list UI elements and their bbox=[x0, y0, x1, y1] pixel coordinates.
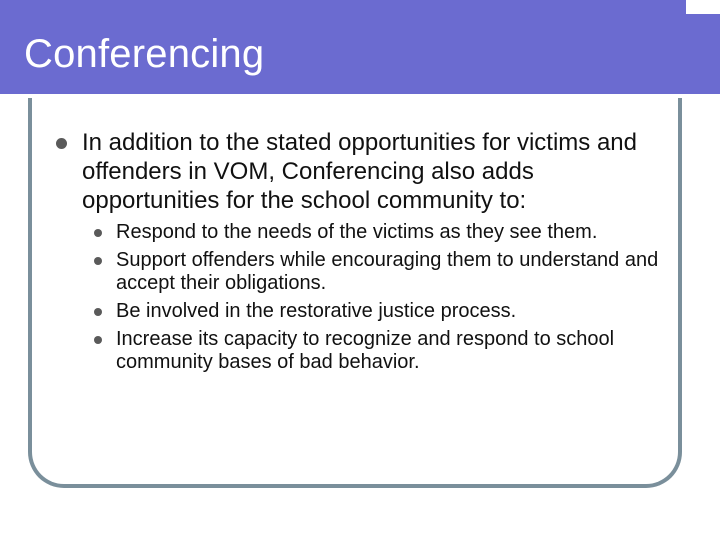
sub-bullet-text: Be involved in the restorative justice process. bbox=[116, 300, 517, 322]
bullet-dot-icon bbox=[94, 308, 102, 316]
sub-bullet-item bbox=[94, 300, 676, 323]
bullet-dot-icon bbox=[56, 138, 67, 149]
title-corner-notch bbox=[686, 0, 720, 14]
sub-bullet-text: Increase its capacity to recognize and respond to school community bases of bad behavior. bbox=[116, 328, 615, 373]
sub-bullet-text: Support offenders while encouraging them to understand and accept their obligations. bbox=[116, 249, 659, 294]
sub-bullet-item bbox=[94, 249, 676, 295]
bullet-dot-icon bbox=[94, 336, 102, 344]
title-band bbox=[0, 0, 720, 94]
main-bullet-text: In addition to the stated opportunities for victims and offenders in VOM, Conferencing also adds opportunities for the school community to: bbox=[82, 129, 637, 214]
bullet-dot-icon bbox=[94, 257, 102, 265]
main-bullet bbox=[56, 128, 676, 215]
slide-title: Conferencing bbox=[24, 32, 265, 76]
sub-bullet-item bbox=[94, 328, 676, 374]
sub-bullet-text: Respond to the needs of the victims as they see them. bbox=[116, 221, 598, 243]
slide-body bbox=[56, 128, 676, 379]
sub-bullet-item bbox=[94, 221, 676, 244]
sub-bullet-list bbox=[56, 221, 676, 374]
bullet-dot-icon bbox=[94, 229, 102, 237]
